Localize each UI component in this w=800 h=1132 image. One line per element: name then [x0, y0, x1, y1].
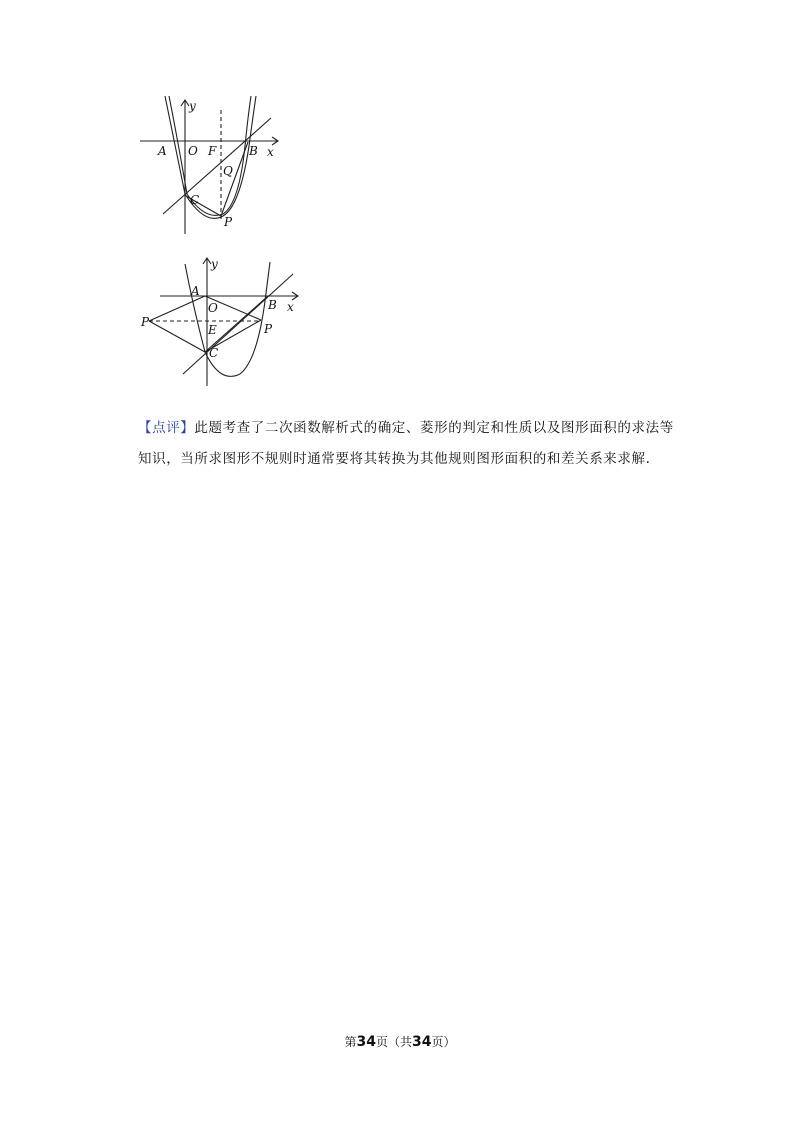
label-b: B: [268, 298, 277, 312]
segment-bp: [221, 142, 248, 216]
label-c: C: [190, 193, 200, 207]
label-x: x: [287, 300, 294, 314]
parabola: [185, 262, 270, 376]
comment-text: 此题考查了二次函数解析式的确定、菱形的判定和性质以及图形面积的求法等知识，当所求图形不规则时通常要将其转换为其他规则图形面积的和差关系来求解.: [138, 420, 674, 467]
label-p-left: P: [141, 315, 150, 329]
footer-middle: 页（共: [375, 1035, 412, 1049]
figure-parabola-1: [135, 96, 285, 238]
label-p-right: P: [264, 322, 273, 336]
segment-cp-left: [149, 321, 205, 352]
label-q: Q: [223, 164, 233, 178]
label-o: O: [188, 144, 198, 158]
page-footer: [0, 1033, 800, 1050]
label-f: F: [208, 144, 217, 158]
label-a: A: [191, 284, 200, 298]
label-y: y: [211, 257, 218, 271]
comment-tag: 【点评】: [138, 420, 195, 436]
label-y: y: [189, 99, 196, 113]
footer-suffix: 页）: [431, 1035, 456, 1049]
label-a: A: [158, 144, 167, 158]
label-e: E: [208, 323, 217, 337]
comment-paragraph: [138, 413, 678, 475]
label-x: x: [267, 145, 274, 159]
footer-total-pages: 34: [412, 1034, 432, 1050]
label-p: P: [224, 215, 233, 229]
figure-parabola-2: [135, 256, 305, 390]
footer-prefix: 第: [344, 1035, 357, 1049]
footer-page-number: 34: [356, 1034, 376, 1050]
label-c: C: [209, 346, 219, 360]
label-b: B: [249, 144, 258, 158]
label-o: O: [208, 301, 218, 315]
